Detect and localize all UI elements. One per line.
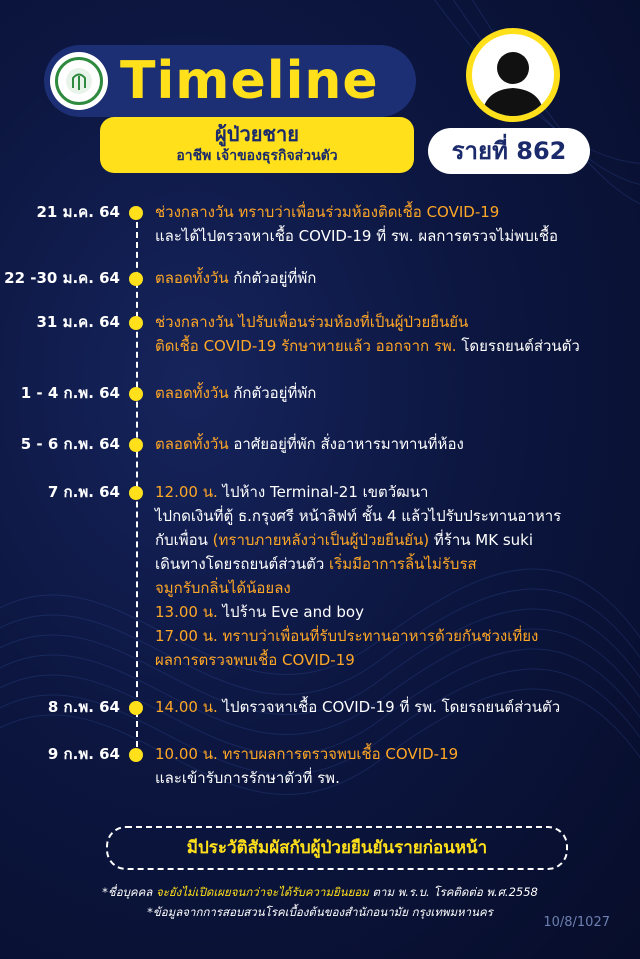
description-segment: โดยรถยนต์ส่วนตัว [461,337,580,355]
timeline-dot [129,486,143,500]
description-line [155,381,639,405]
description-segment: 14.00 น. [155,698,223,716]
privacy-note-highlight: จะยังไม่เปิดเผยจนกว่าจะได้รับความยินยอม [156,885,369,899]
description-segment: กักตัวอยู่ที่พัก [233,269,317,287]
timeline-description [155,266,639,290]
timeline-description [155,742,639,790]
description-segment: ทราบว่าเพื่อนที่รับประทานอาหารด้วยกันช่วงเที่ยง [222,627,539,645]
description-line [155,310,639,334]
timeline-date: 9 ก.พ. 64 [47,745,120,763]
timeline-description [155,381,639,405]
description-segment: 10.00 น. [155,745,223,763]
occupation-label: อาชีพ เจ้าของธุรกิจส่วนตัว [176,148,338,164]
description-segment: ช่วงกลางวัน [155,313,239,331]
case-number-badge: รายที่ 862 [428,128,590,174]
timeline-dot [129,272,143,286]
description-segment: ที่ร้าน MK suki [429,531,533,549]
description-segment: อาศัยอยู่ที่พัก สั่งอาหารมาทานที่ห้อง [233,435,464,453]
description-segment: เริ่มมีอาการลิ้นไม่รับรส [329,555,477,573]
description-segment: 17.00 น. [155,627,223,645]
timeline-description [155,432,639,456]
description-segment: ติดเชื้อ COVID-19 รักษาหายแล้ว ออกจาก รพ. [155,337,462,355]
timeline-dot [129,387,143,401]
description-segment: และเข้ารับการรักษาตัวที่ รพ. [155,769,340,787]
elephant-emblem-icon [64,66,94,96]
timeline-dot [129,748,143,762]
description-segment: ไปห้าง Terminal-21 เขตวัฒนา [222,483,429,501]
timeline-dot [129,701,143,715]
description-line [155,624,639,648]
description-line [155,552,639,576]
description-line [155,766,639,790]
privacy-note [0,884,640,902]
description-line [155,266,639,290]
page-title: Timeline [120,51,379,111]
description-segment: ไปกดเงินที่ตู้ ธ.กรุงศรี หน้าลิฟท์ ชั้น 4 แล้วไปรับประทานอาหาร [155,507,562,525]
timeline-date: 5 - 6 ก.พ. 64 [20,435,120,453]
timeline-description [155,310,639,358]
description-segment: ไปตรวจหาเชื้อ COVID-19 ที่ รพ. โดยรถยนต์ส่วนตัว [222,698,561,716]
patient-info-box [100,117,414,173]
timeline-date: 21 ม.ค. 64 [36,203,120,221]
description-segment: และได้ไปตรวจหาเชื้อ COVID-19 ที่ รพ. ผลการตรวจไม่พบเชื้อ [155,227,559,245]
description-segment: กับเพื่อน [155,531,213,549]
description-segment: 13.00 น. [155,603,223,621]
timeline-description [155,200,639,248]
description-line [155,742,639,766]
contact-history-note: มีประวัติสัมผัสกับผู้ป่วยยืนยันรายก่อนหน้า [106,826,568,870]
timeline-dot [129,206,143,220]
description-line [155,528,639,552]
timeline-dot [129,438,143,452]
description-line [155,695,639,719]
description-line [155,334,639,358]
source-note: *ข้อมูลจากการสอบสวนโรคเบื้องต้นของสำนักอนามัย กรุงเทพมหานคร [147,905,493,919]
privacy-note-prefix: *ชื่อบุคคล [102,885,156,899]
description-line [155,224,639,248]
description-segment: ทราบผลการตรวจพบเชื้อ COVID-19 [222,745,459,763]
privacy-note-suffix: ตาม พ.ร.บ. โรคติดต่อ พ.ศ.2558 [368,885,538,899]
timeline-date: 22 -30 ม.ค. 64 [4,269,120,287]
description-segment: ทราบว่าเพื่อนร่วมห้องติดเชื้อ COVID-19 [238,203,500,221]
description-line [155,504,639,528]
description-segment: ตลอดทั้งวัน [155,269,234,287]
description-line [155,648,639,672]
person-silhouette-icon [472,34,554,116]
timeline-date: 8 ก.พ. 64 [47,698,120,716]
description-segment: ตลอดทั้งวัน [155,435,234,453]
description-segment: กักตัวอยู่ที่พัก [233,384,317,402]
description-segment: จมูกรับกลิ่นได้น้อยลง [155,579,291,597]
description-line [155,480,639,504]
description-line [155,600,639,624]
description-segment: ไปรับเพื่อนร่วมห้องที่เป็นผู้ป่วยยืนยัน [238,313,469,331]
description-segment: ช่วงกลางวัน [155,203,239,221]
avatar [466,28,560,122]
timeline-date: 31 ม.ค. 64 [36,313,120,331]
description-line [155,200,639,224]
patient-label: ผู้ป่วยชาย [215,122,299,146]
description-segment: 12.00 น. [155,483,223,501]
description-segment: ไปร้าน Eve and boy [222,603,364,621]
description-segment: ตลอดทั้งวัน [155,384,234,402]
timeline-line [136,212,138,757]
document-code: 10/8/1027 [543,915,610,930]
timeline-description [155,480,639,672]
description-line [155,432,639,456]
description-segment: เดินทางโดยรถยนต์ส่วนตัว [155,555,330,573]
timeline-date: 1 - 4 ก.พ. 64 [20,384,120,402]
timeline-date: 7 ก.พ. 64 [47,483,120,501]
timeline-description [155,695,639,719]
timeline-dot [129,316,143,330]
description-segment: (ทราบภายหลังว่าเป็นผู้ป่วยยืนยัน) [212,531,430,549]
description-line [155,576,639,600]
description-segment: ผลการตรวจพบเชื้อ COVID-19 [155,651,355,669]
bma-logo [50,52,108,110]
